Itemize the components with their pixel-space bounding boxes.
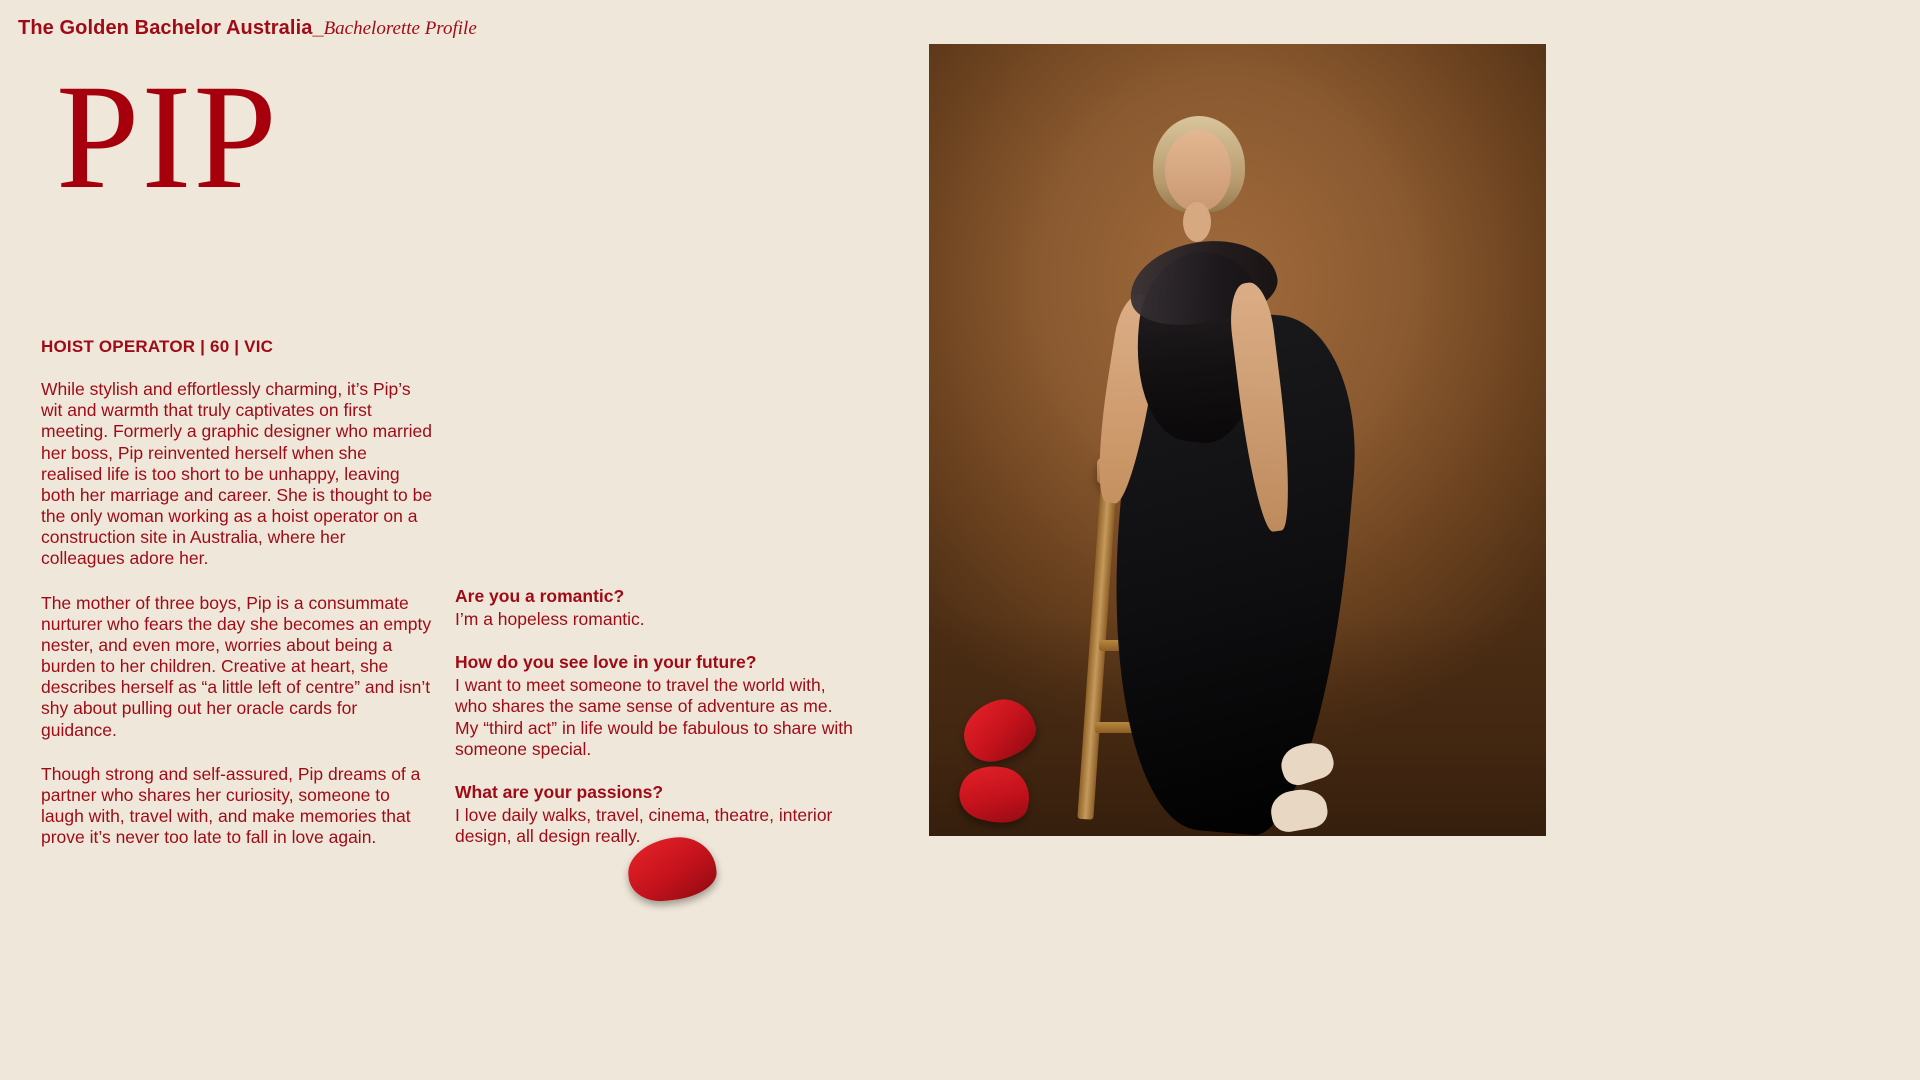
qa-question: How do you see love in your future? <box>455 652 757 673</box>
bio-paragraph: While stylish and effortlessly charming, it’s Pip’s wit and warmth that truly captivates on first meeting. Formerly a graphic designer who married her boss, Pip reinvented herself when she realised life is too short to be unhappy, leaving both her marriage and career. She is thought to be the only woman working as a hoist operator on a construction site in Australia, where her colleagues adore her. <box>41 379 433 569</box>
masthead <box>18 18 477 38</box>
qa-item <box>455 652 855 760</box>
section-label: Bachelorette Profile <box>323 18 477 39</box>
qa-question: What are your passions? <box>455 781 664 802</box>
credit-line: HOIST OPERATOR | 60 | VIC <box>41 337 274 356</box>
masthead-separator: _ <box>312 17 324 39</box>
qa-item <box>455 586 855 630</box>
page-title: PIP <box>56 54 279 220</box>
bio-column <box>41 337 433 871</box>
qa-answer: I’m a hopeless romantic. <box>455 609 645 629</box>
qa-item <box>455 782 855 847</box>
subject-neck <box>1183 202 1211 242</box>
show-title: The Golden Bachelor Australia <box>18 17 313 39</box>
bio-paragraph: The mother of three boys, Pip is a consummate nurturer who fears the day she becomes an empty nester, and even more, worries about being a burden to her children. Creative at heart, she describes herself as “a little left of centre” and isn’t shy about pulling out her oracle cards for guidance. <box>41 592 432 740</box>
subject-face <box>1165 130 1231 212</box>
bio-paragraph: Though strong and self-assured, Pip dreams of a partner who shares her curiosity, someone to laugh with, travel with, and make memories that prove it’s never too late to fall in love again. <box>41 763 421 848</box>
profile-photo <box>929 44 1546 836</box>
qa-answer: I want to meet someone to travel the world with, who shares the same sense of adventure as me. My “third act” in life would be fabulous to share with someone special. <box>455 675 853 759</box>
qa-column <box>455 586 855 869</box>
qa-answer: I love daily walks, travel, cinema, theatre, interior design, all design really. <box>455 804 833 847</box>
qa-question: Are you a romantic? <box>455 586 625 606</box>
